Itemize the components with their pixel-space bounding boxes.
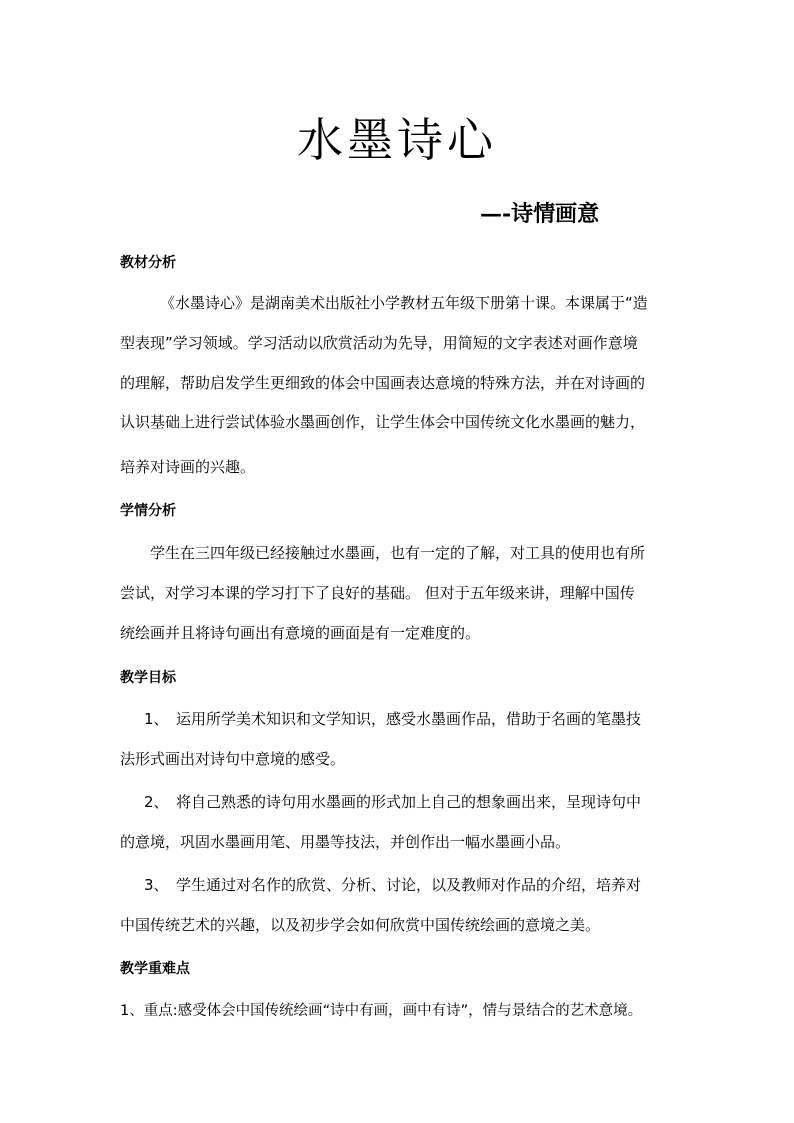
section-heading-goals: 教学目标: [120, 670, 176, 686]
goal-line: 法形式画出对诗句中意境的感受。: [120, 750, 346, 768]
paragraph-line: 培养对诗画的兴趣。: [120, 458, 256, 476]
keypoint-line: 1、重点:感受体会中国传统绘画“诗中有画，画中有诗”，情与景结合的艺术意境。: [120, 1003, 643, 1019]
paragraph-line: 《水墨诗心》是湖南美术出版社小学教材五年级下册第十课。本课属于“造: [160, 294, 648, 312]
section-heading-students: 学情分析: [120, 503, 176, 519]
paragraph-line: 认识基础上进行尝试体验水墨画创作，让学生体会中国传统文化水墨画的魅力，: [120, 413, 646, 431]
paragraph-line: 的理解，帮助启发学生更细致的体会中国画表达意境的特殊方法，并在对诗画的: [120, 374, 646, 392]
section-heading-analysis: 教材分析: [120, 255, 176, 271]
goal-line: 中国传统艺术的兴趣，以及初步学会如何欣赏中国传统绘画的意境之美。: [120, 916, 601, 934]
paragraph-line: 学生在三四年级已经接触过水墨画，也有一定的了解，对工具的使用也有所: [150, 544, 646, 562]
document-subtitle: —-诗情画意: [480, 201, 600, 227]
paragraph-line: 型表现”学习领域。学习活动以欣赏活动为先导，用简短的文字表述对画作意境: [120, 334, 638, 352]
goal-number: 1、: [144, 710, 169, 728]
goal-number: 2、: [144, 793, 169, 811]
paragraph-line: 尝试，对学习本课的学习打下了良好的基础。 但对于五年级来讲，理解中国传: [120, 584, 635, 602]
goal-line: 的意境，巩固水墨画用笔、用墨等技法，并创作出一幅水墨画小品。: [120, 833, 571, 851]
goal-line: 将自己熟悉的诗句用水墨画的形式加上自己的想象画出来，呈现诗句中: [176, 793, 642, 811]
document-title: 水墨诗心: [297, 113, 497, 167]
goal-number: 3、: [144, 876, 169, 894]
paragraph-line: 统绘画并且将诗句画出有意境的画面是有一定难度的。: [120, 624, 481, 642]
section-heading-keypoints: 教学重难点: [120, 961, 190, 977]
goal-line: 学生通过对名作的欣赏、分析、讨论，以及教师对作品的介绍，培养对: [176, 876, 642, 894]
goal-line: 运用所学美术知识和文学知识，感受水墨画作品，借助于名画的笔墨技: [176, 710, 642, 728]
